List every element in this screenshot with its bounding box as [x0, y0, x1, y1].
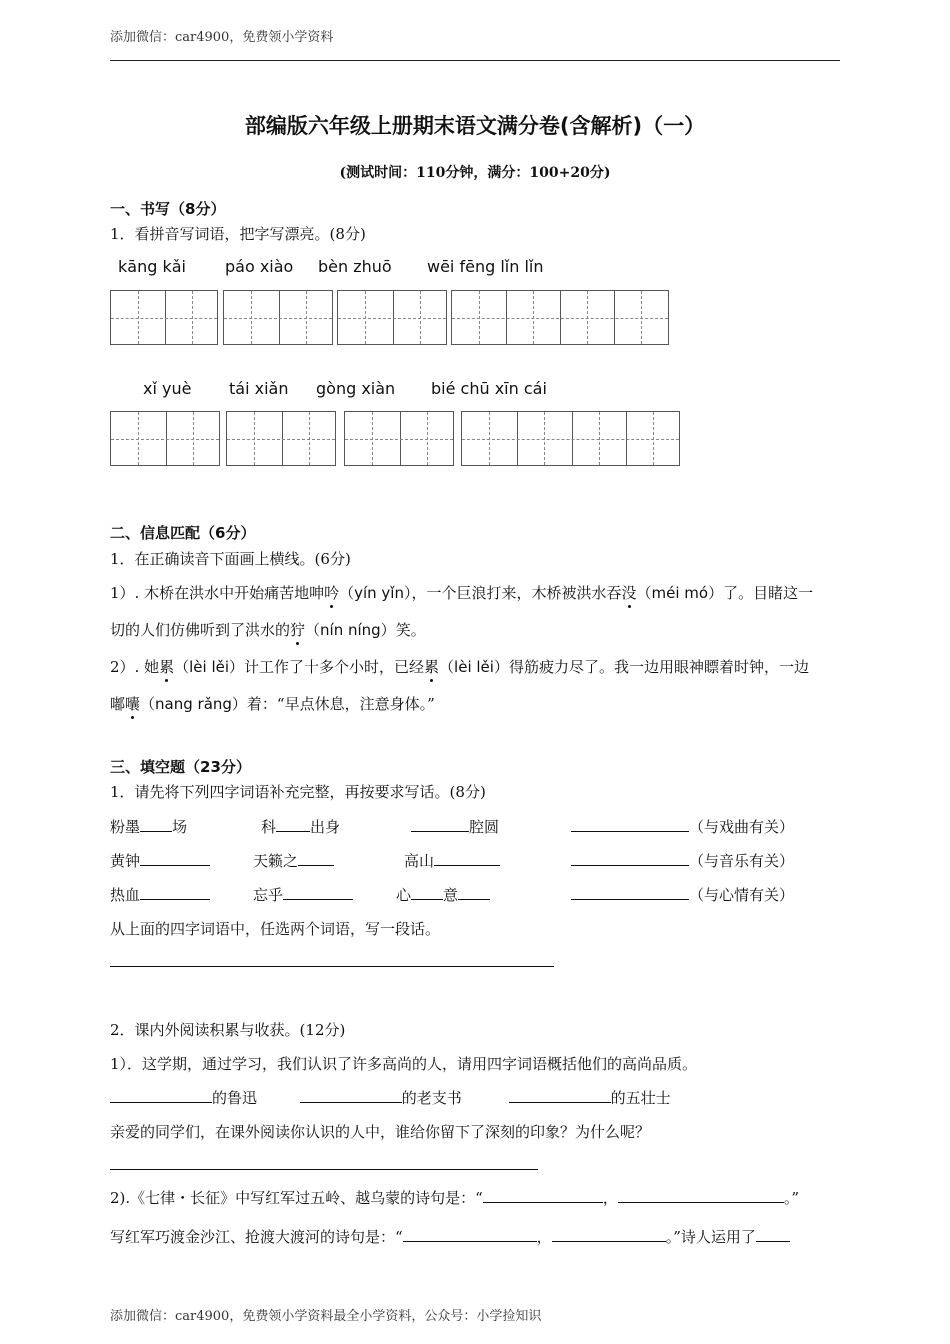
blank-input[interactable]	[411, 816, 469, 832]
s3-question-2-3: 写红军巧渡金沙江、抢渡大渡河的诗句是：“ ， 。”诗人运用了	[110, 1226, 790, 1247]
blank-input[interactable]	[552, 1226, 666, 1242]
idiom-huangzhong: 黄钟	[110, 850, 210, 871]
s2-question-1: 1．在正确读音下面画上横线。(6分)	[110, 550, 351, 568]
blank-input[interactable]	[140, 884, 210, 900]
idiom-tianlai: 天籁之	[253, 850, 334, 871]
s3-question-2: 2．课内外阅读积累与收获。(12分)	[110, 1021, 346, 1039]
category-music: （与音乐有关）	[571, 850, 794, 871]
s3-question-2-ask: 亲爱的同学们，在课外阅读你认识的人中，谁给你留下了深刻的印象？为什么呢？	[110, 1123, 651, 1141]
writing-box-paoxiao[interactable]	[223, 290, 333, 345]
blank-input[interactable]	[110, 1087, 212, 1103]
blank-input[interactable]	[571, 884, 689, 900]
blank-input[interactable]	[458, 884, 490, 900]
s2-line-2: 切的人们仿佛听到了洪水的狞（nín níng）笑。	[110, 621, 426, 639]
blank-input[interactable]	[434, 850, 500, 866]
header-rule	[110, 60, 840, 61]
writing-box-taixian[interactable]	[226, 411, 336, 466]
s1-question-1: 1．看拼音写词语，把字写漂亮。(8分)	[110, 225, 366, 243]
blank-input[interactable]	[276, 816, 310, 832]
pinyin-benzhuo: bèn zhuō	[318, 257, 392, 276]
s3-question-2-2: 2).《七律・长征》中写红军过五岭、越乌蒙的诗句是：“ ， 。”	[110, 1189, 800, 1207]
s2-line-1: 1）. 木桥在洪水中开始痛苦地呻吟（yín yǐn），一个巨浪打来，木桥被洪水吞没（méi mó）了。目睹这一	[110, 584, 814, 602]
blank-input[interactable]	[618, 1187, 784, 1203]
blank-input[interactable]	[283, 884, 353, 900]
pinyin-xiyue: xǐ yuè	[143, 379, 192, 398]
pinyin-gongxian: gòng xiàn	[316, 379, 396, 398]
idiom-xinyi: 心 意	[396, 884, 490, 905]
blank-input[interactable]	[483, 1187, 603, 1203]
page-title: 部编版六年级上册期末语文满分卷(含解析)（一）	[244, 114, 706, 138]
pinyin-paoxiao: páo xiào	[225, 257, 294, 276]
writing-box-gongxian[interactable]	[344, 411, 454, 466]
blank-input[interactable]	[571, 850, 689, 866]
pinyin-weifenglinlin: wēi fēng lǐn lǐn	[427, 257, 544, 276]
section-1-heading: 一、书写（8分）	[110, 200, 226, 218]
section-3-heading: 三、填空题（23分）	[110, 758, 251, 776]
write-paragraph-prompt: 从上面的四字词语中，任选两个词语，写一段话。	[110, 920, 441, 938]
idiom-wanghu: 忘乎	[253, 884, 353, 905]
s2-line-4: 嘟囔（nang rǎng）着：“早点休息，注意身体。”	[110, 695, 435, 713]
pinyin-biechuxincai: bié chū xīn cái	[431, 379, 547, 398]
category-mood: （与心情有关）	[571, 884, 794, 905]
idiom-rexue: 热血	[110, 884, 210, 905]
blank-input[interactable]	[403, 1226, 537, 1242]
blank-input[interactable]	[756, 1226, 790, 1242]
writing-box-biechuxincai[interactable]	[461, 411, 680, 466]
blank-input[interactable]	[140, 816, 172, 832]
writing-box-weifenglinlin[interactable]	[451, 290, 669, 345]
s3-question-2-1: 1）．这学期，通过学习，我们认识了许多高尚的人，请用四字词语概括他们的高尚品质。	[110, 1055, 698, 1073]
category-opera: （与戏曲有关）	[571, 816, 794, 837]
writing-box-kangkai[interactable]	[110, 290, 218, 345]
blank-input[interactable]	[300, 1087, 402, 1103]
writing-box-xiyue[interactable]	[110, 411, 220, 466]
blank-input[interactable]	[140, 850, 210, 866]
section-2-heading: 二、信息匹配（6分）	[110, 524, 256, 542]
blank-input[interactable]	[298, 850, 334, 866]
pinyin-taixian: tái xiǎn	[229, 379, 289, 398]
people-row: 的鲁迅 的老支书 的五壮士	[110, 1087, 671, 1108]
blank-input[interactable]	[509, 1087, 611, 1103]
page-header: 添加微信：car4900，免费领小学资料	[110, 30, 334, 45]
page-subtitle: (测试时间：110分钟，满分：100+20分)	[339, 165, 611, 181]
writing-box-benzhuo[interactable]	[337, 290, 447, 345]
idiom-fenmo: 粉墨 场	[110, 818, 188, 836]
idiom-qiangyuan: 腔圆	[411, 816, 499, 837]
blank-input[interactable]	[411, 884, 443, 900]
s2-line-3: 2）. 她累（lèi lěi）计工作了十多个小时，已经累（lèi lěi）得筋疲力尽了。我一边用眼神瞟着时钟，一边	[110, 658, 809, 676]
idiom-ke: 科 出身	[261, 818, 341, 836]
answer-line[interactable]	[110, 1169, 538, 1170]
pinyin-kangkai: kāng kǎi	[118, 257, 186, 276]
answer-line[interactable]	[110, 966, 554, 967]
blank-input[interactable]	[571, 816, 689, 832]
idiom-gaoshan: 高山	[404, 850, 500, 871]
page-footer: 添加微信：car4900，免费领小学资料最全小学资料，公众号：小学捡知识	[110, 1309, 542, 1324]
s3-question-1: 1．请先将下列四字词语补充完整，再按要求写话。(8分)	[110, 783, 486, 801]
